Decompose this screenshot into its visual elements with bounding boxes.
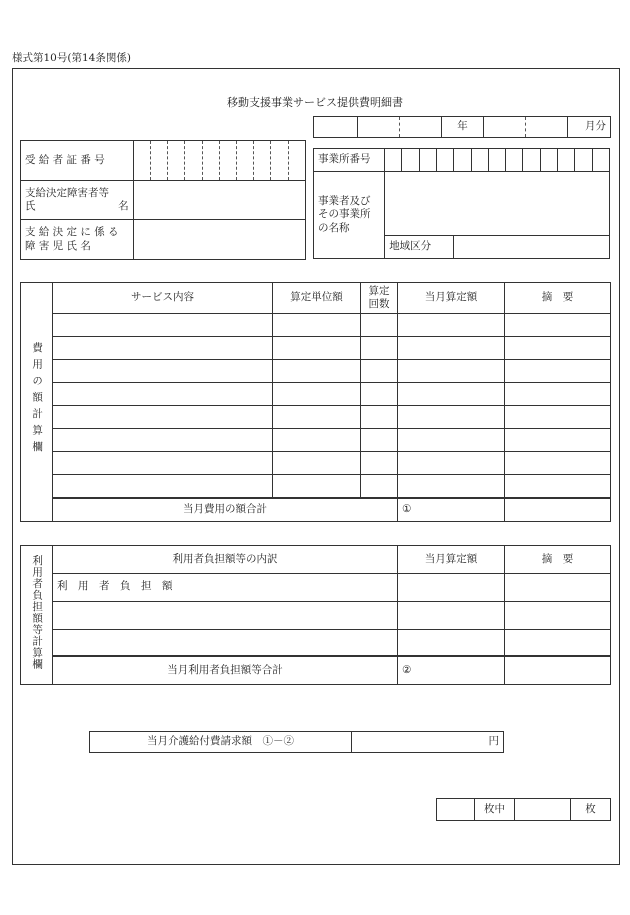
fee-total-mark: ① xyxy=(402,503,412,516)
cert-digit-cell[interactable] xyxy=(168,141,185,181)
remarks-cell[interactable] xyxy=(505,314,611,337)
fee-total-cell[interactable] xyxy=(398,498,505,522)
office-digit-cell[interactable] xyxy=(575,149,592,172)
fee-total-label: 当月費用の額合計 xyxy=(53,498,398,522)
name-char: 名 xyxy=(118,200,129,212)
service-cell[interactable] xyxy=(53,406,273,429)
fee-row xyxy=(21,337,611,360)
service-cell[interactable] xyxy=(53,360,273,383)
remarks-header: 摘 要 xyxy=(505,283,611,314)
claim-table xyxy=(89,731,504,753)
provider-name-line3: の名称 xyxy=(318,221,350,234)
amount-cell[interactable] xyxy=(398,429,505,452)
remarks-cell[interactable] xyxy=(505,383,611,406)
amount-cell[interactable] xyxy=(398,337,505,360)
count-cell[interactable] xyxy=(361,314,398,337)
count-cell[interactable] xyxy=(361,337,398,360)
burden-remarks-cell[interactable] xyxy=(505,629,611,656)
burden-row xyxy=(21,602,611,629)
unit-header: 算定単位額 xyxy=(273,283,361,314)
fee-row xyxy=(21,452,611,475)
cert-digit-cell[interactable] xyxy=(133,141,150,181)
office-digit-cell[interactable] xyxy=(540,149,557,172)
office-digit-cell[interactable] xyxy=(437,149,454,172)
child-name-line1: 支 給 決 定 に 係 る xyxy=(25,226,119,239)
cert-digit-cell[interactable] xyxy=(185,141,202,181)
fee-row xyxy=(21,314,611,337)
count-cell[interactable] xyxy=(361,406,398,429)
remarks-cell[interactable] xyxy=(505,475,611,498)
fee-row xyxy=(21,406,611,429)
sheet-label: 枚 xyxy=(571,799,611,821)
cert-digit-cell[interactable] xyxy=(150,141,167,181)
service-cell[interactable] xyxy=(53,314,273,337)
decided-person-name-field[interactable] xyxy=(133,181,305,220)
office-digit-cell[interactable] xyxy=(558,149,575,172)
date-cell[interactable] xyxy=(484,117,526,138)
burden-side-label-cell xyxy=(21,546,53,685)
page-count-table xyxy=(436,798,611,821)
office-digit-cell[interactable] xyxy=(592,149,609,172)
amount-cell[interactable] xyxy=(398,475,505,498)
amount-cell[interactable] xyxy=(398,452,505,475)
fee-total-remarks[interactable] xyxy=(505,498,611,522)
remarks-cell[interactable] xyxy=(505,337,611,360)
service-header: サービス内容 xyxy=(53,283,273,314)
recipient-table xyxy=(20,140,306,260)
burden-item-cell[interactable] xyxy=(53,629,398,656)
count-cell[interactable] xyxy=(361,429,398,452)
burden-table xyxy=(20,545,611,685)
child-name-label xyxy=(21,220,134,260)
service-cell[interactable] xyxy=(53,475,273,498)
amount-header: 当月算定額 xyxy=(398,283,505,314)
burden-remarks-cell[interactable] xyxy=(505,574,611,602)
remarks-cell[interactable] xyxy=(505,429,611,452)
provider-name-field[interactable] xyxy=(385,172,610,236)
service-cell[interactable] xyxy=(53,429,273,452)
remarks-cell[interactable] xyxy=(505,406,611,429)
cert-digit-cell[interactable] xyxy=(219,141,236,181)
unit-cell[interactable] xyxy=(273,429,361,452)
amount-cell[interactable] xyxy=(398,383,505,406)
count-cell[interactable] xyxy=(361,383,398,406)
claim-amount-field[interactable] xyxy=(352,732,504,753)
service-cell[interactable] xyxy=(53,337,273,360)
burden-amount-cell[interactable] xyxy=(398,602,505,629)
user-burden-label: 利 用 者 負 担 額 xyxy=(53,574,398,602)
claim-label: 当月介護給付費請求額 ①－② xyxy=(90,732,352,753)
year-label: 年 xyxy=(442,117,484,138)
unit-cell[interactable] xyxy=(273,314,361,337)
burden-total-cell[interactable] xyxy=(398,656,505,684)
burden-remarks-header: 摘 要 xyxy=(505,546,611,574)
decided-person-label xyxy=(21,181,134,220)
burden-remarks-cell[interactable] xyxy=(505,602,611,629)
fee-row xyxy=(21,360,611,383)
provider-name-line1: 事業者及び xyxy=(318,195,371,208)
amount-cell[interactable] xyxy=(398,360,505,383)
amount-cell[interactable] xyxy=(398,314,505,337)
amount-cell[interactable] xyxy=(398,406,505,429)
burden-total-remarks[interactable] xyxy=(505,656,611,684)
provider-name-line2: その事業所 xyxy=(318,208,371,221)
date-cell[interactable] xyxy=(400,117,442,138)
unit-cell[interactable] xyxy=(273,337,361,360)
unit-cell[interactable] xyxy=(273,383,361,406)
fee-side-label: 費用の額計算欄 xyxy=(31,342,44,458)
cert-number-label: 受 給 者 証 番 号 xyxy=(21,141,134,181)
remarks-cell[interactable] xyxy=(505,360,611,383)
unit-cell[interactable] xyxy=(273,475,361,498)
form-number-label: 様式第10号(第14条関係) xyxy=(12,52,131,64)
decided-person-line1: 支給決定障害者等 xyxy=(25,186,109,199)
count-header xyxy=(361,283,398,314)
date-table xyxy=(313,116,611,138)
cert-digit-cell[interactable] xyxy=(202,141,219,181)
total-pages-field[interactable] xyxy=(437,799,475,821)
fee-row xyxy=(21,383,611,406)
service-cell[interactable] xyxy=(53,452,273,475)
region-field[interactable] xyxy=(454,236,610,259)
month-label: 月分 xyxy=(568,117,611,138)
count-cell[interactable] xyxy=(361,452,398,475)
unit-cell[interactable] xyxy=(273,360,361,383)
count-header-line1: 算定 xyxy=(368,284,390,297)
burden-item-header: 利用者負担額等の内訳 xyxy=(53,546,398,574)
burden-total-mark: ② xyxy=(402,664,412,677)
burden-amount-cell[interactable] xyxy=(398,629,505,656)
child-name-field[interactable] xyxy=(133,220,305,260)
date-cell[interactable] xyxy=(358,117,400,138)
fee-table xyxy=(20,282,611,522)
burden-row xyxy=(21,629,611,656)
page-number-field[interactable] xyxy=(515,799,571,821)
burden-total-label: 当月利用者負担額等合計 xyxy=(53,656,398,684)
unit-cell[interactable] xyxy=(273,406,361,429)
count-cell[interactable] xyxy=(361,475,398,498)
fee-row xyxy=(21,475,611,498)
remarks-cell[interactable] xyxy=(505,452,611,475)
burden-item-cell[interactable] xyxy=(53,602,398,629)
office-digit-cell[interactable] xyxy=(471,149,488,172)
office-digit-cell[interactable] xyxy=(419,149,436,172)
region-label: 地域区分 xyxy=(385,236,454,259)
office-digit-cell[interactable] xyxy=(402,149,419,172)
burden-amount-header: 当月算定額 xyxy=(398,546,505,574)
surname-char: 氏 xyxy=(25,200,36,212)
count-cell[interactable] xyxy=(361,360,398,383)
provider-table xyxy=(313,148,610,259)
office-digit-cell[interactable] xyxy=(385,149,402,172)
office-digit-cell[interactable] xyxy=(488,149,505,172)
cert-digit-cell[interactable] xyxy=(271,141,288,181)
fee-side-label-cell xyxy=(21,283,53,522)
pages-of-label: 枚中 xyxy=(475,799,515,821)
office-digit-cell[interactable] xyxy=(506,149,523,172)
cert-digit-cell[interactable] xyxy=(254,141,271,181)
cert-digit-cell[interactable] xyxy=(236,141,253,181)
form-title: 移動支援事業サービス提供費明細書 xyxy=(227,96,403,109)
burden-amount-cell[interactable] xyxy=(398,574,505,602)
date-cell[interactable] xyxy=(314,117,358,138)
provider-name-label xyxy=(314,172,385,259)
child-name-line2: 障 害 児 氏 名 xyxy=(25,239,91,252)
office-digit-cell[interactable] xyxy=(523,149,540,172)
burden-side-label: 利用者負担額等計算欄 xyxy=(31,555,44,671)
cert-digit-cell[interactable] xyxy=(288,141,305,181)
office-digit-cell[interactable] xyxy=(454,149,471,172)
yen-unit: 円 xyxy=(488,735,499,748)
service-cell[interactable] xyxy=(53,383,273,406)
date-cell[interactable] xyxy=(526,117,568,138)
unit-cell[interactable] xyxy=(273,452,361,475)
office-number-label: 事業所番号 xyxy=(314,149,385,172)
fee-row xyxy=(21,429,611,452)
count-header-line2: 回数 xyxy=(368,298,390,310)
